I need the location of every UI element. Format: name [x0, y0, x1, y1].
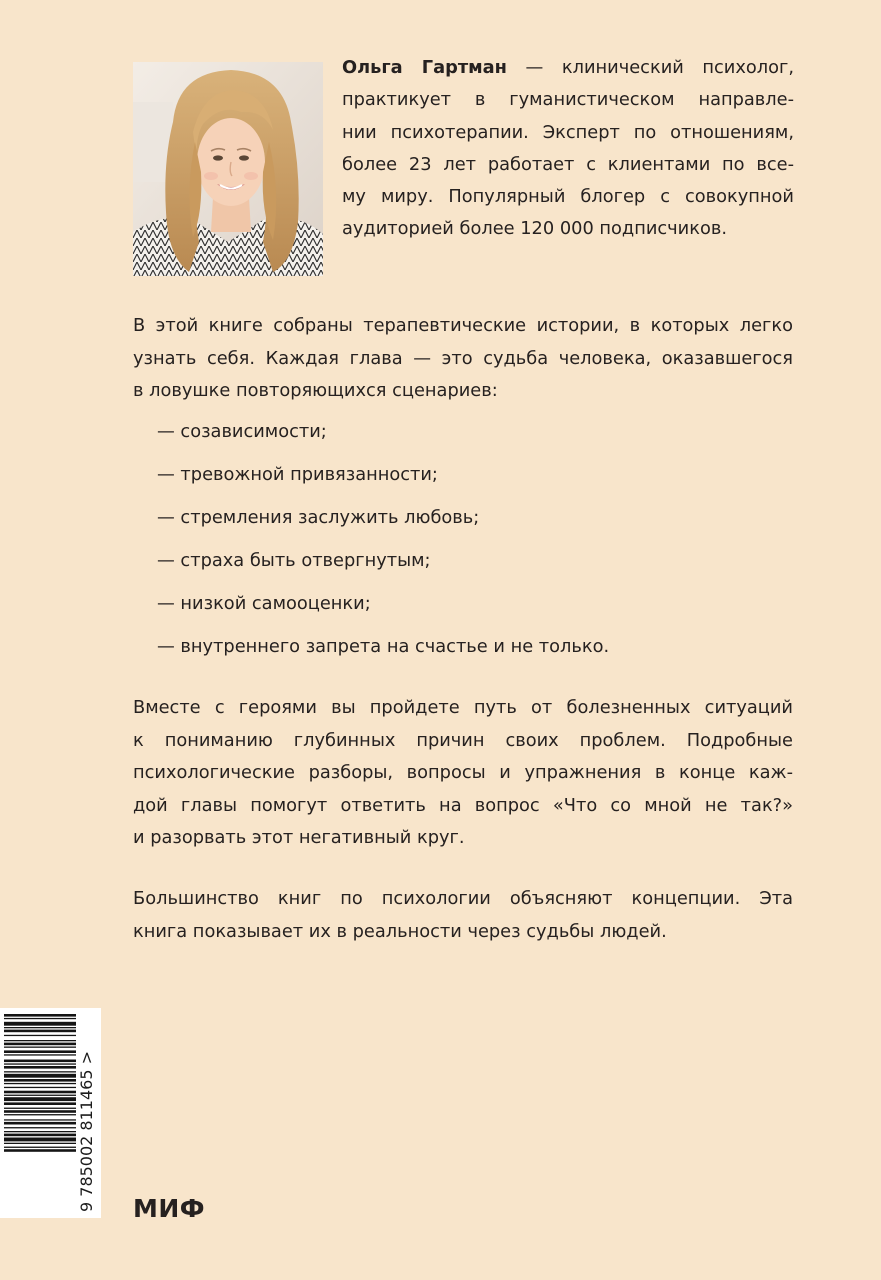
isbn-number: 9 785002 811465 > [77, 1051, 96, 1212]
list-item: — стремления заслужить любовь; [157, 507, 480, 528]
barcode-bar [4, 1054, 76, 1055]
barcode-bar [4, 1110, 76, 1113]
barcode-bar [4, 1147, 76, 1148]
list-item: — тревожной привязанности; [157, 464, 438, 485]
author-portrait-image [133, 62, 323, 276]
list-item: — страха быть отвергнутым; [157, 550, 431, 571]
barcode-bar [4, 1108, 76, 1109]
bio-line: практикует в гуманистическом направле- [342, 89, 794, 111]
author-bio [342, 52, 794, 246]
paragraph-line: книга показывает их в реальности через судьбы людей. [133, 920, 667, 942]
barcode-bar [4, 1047, 76, 1048]
bio-line: более 23 лет работает с клиентами по все- [342, 153, 794, 175]
barcode-bar [4, 1022, 76, 1026]
author-name: Ольга Гартман [342, 57, 507, 78]
barcode-bar [4, 1074, 76, 1078]
author-photo [133, 62, 323, 276]
barcode-bar [4, 1087, 76, 1088]
barcode-bar [4, 1119, 76, 1120]
paragraph-line: узнать себя. Каждая глава — это судьба человека, оказавшегося [133, 347, 793, 369]
list-item: — внутреннего запрета на счастье и не только. [157, 636, 610, 657]
barcode-graphic [0, 1008, 101, 1218]
barcode-bar [4, 1102, 76, 1105]
barcode-bar [4, 1040, 76, 1041]
barcode-bar [4, 1138, 76, 1142]
paragraph-line: Большинство книг по психологии объясняют концепции. Эта [133, 888, 793, 909]
barcode-bars [4, 1014, 76, 1152]
paragraph-line: В этой книге собраны терапевтические истории, в которых легко [133, 315, 793, 336]
bio-line: аудиторией более 120 000 подписчиков. [342, 218, 727, 240]
bio-line [342, 52, 794, 84]
barcode-bar [4, 1095, 76, 1096]
bio-line: нии психотерапии. Эксперт по отношениям, [342, 121, 794, 143]
barcode-bar [4, 1030, 76, 1033]
barcode-bar [4, 1014, 76, 1017]
barcode-bar [4, 1143, 76, 1144]
barcode-bar [4, 1060, 76, 1063]
paragraph-line: и разорвать этот негативный круг. [133, 827, 465, 848]
barcode-bar [4, 1091, 76, 1094]
paragraph-line: в ловушке повторяющихся сценариев: [133, 380, 498, 401]
closing-paragraph [133, 883, 793, 948]
intro-paragraph [133, 310, 793, 408]
barcode-bar [4, 1127, 76, 1128]
barcode-bar [4, 1063, 76, 1064]
barcode-bar [4, 1079, 76, 1082]
isbn-barcode [0, 1008, 101, 1218]
barcode-bar [4, 1035, 76, 1036]
publisher-logo: МИФ [133, 1194, 206, 1223]
paragraph-line: к пониманию глубинных причин своих проблем. Подробные [133, 729, 793, 751]
barcode-bar [4, 1097, 76, 1101]
barcode-bar [4, 1050, 76, 1053]
barcode-bar [4, 1131, 76, 1132]
barcode-bar [4, 1149, 76, 1152]
barcode-bar [4, 1066, 76, 1069]
barcode-bar [4, 1134, 76, 1137]
bio-line: му миру. Популярный блогер с совокупной [342, 186, 794, 208]
barcode-bar [4, 1018, 76, 1019]
barcode-bar [4, 1114, 76, 1115]
paragraph-line: психологические разборы, вопросы и упражнения в конце каж- [133, 762, 793, 783]
journey-paragraph [133, 692, 793, 855]
barcode-bar [4, 1043, 76, 1046]
barcode-bar [4, 1122, 76, 1125]
barcode-bar [4, 1027, 76, 1028]
paragraph-line: дой главы помогут ответить на вопрос «Что со мной не так?» [133, 794, 793, 816]
paragraph-line: Вместе с героями вы пройдете путь от болезненных ситуаций [133, 697, 793, 718]
list-item: — низкой самооценки; [157, 593, 371, 614]
barcode-bar [4, 1071, 76, 1072]
bio-text: — клинический психолог, [506, 57, 794, 78]
barcode-bar [4, 1083, 76, 1084]
list-item: — созависимости; [157, 421, 327, 442]
